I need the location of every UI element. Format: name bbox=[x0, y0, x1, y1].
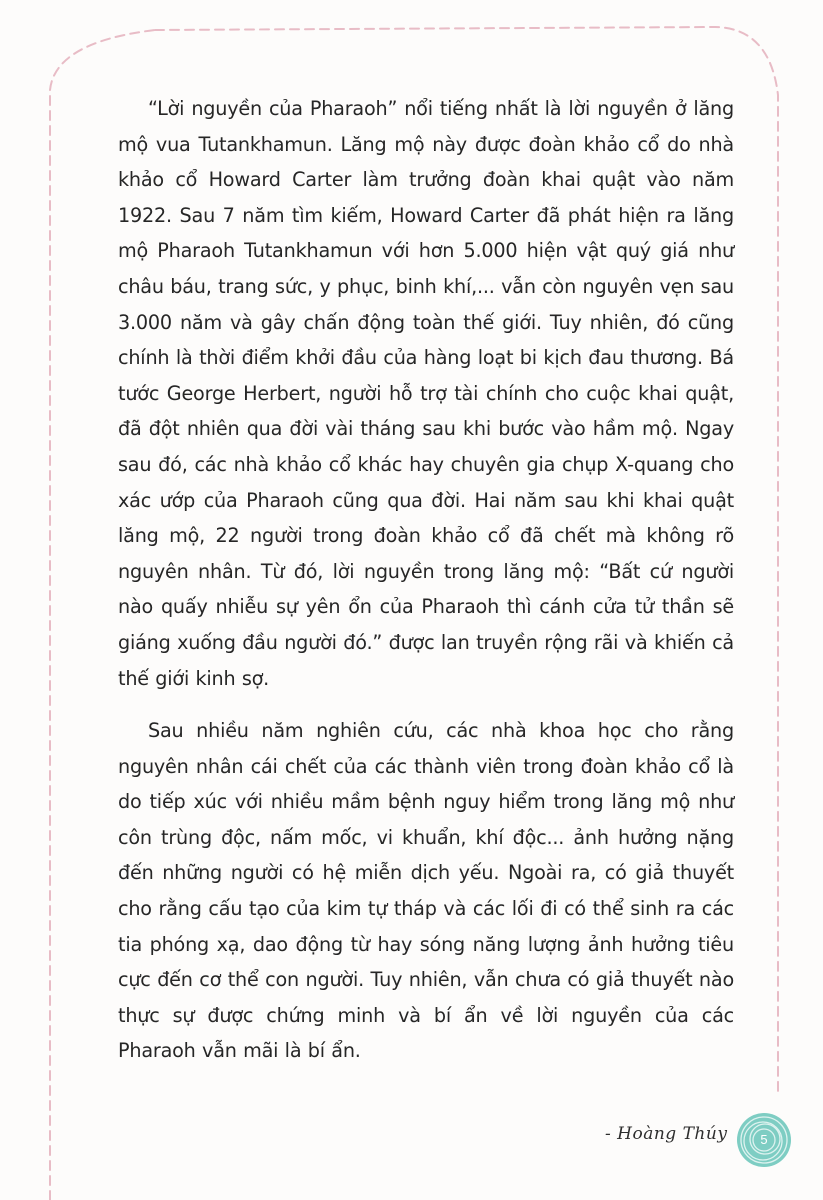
page-number-badge bbox=[736, 1112, 792, 1168]
author-signature: - Hoàng Thúy bbox=[605, 1124, 728, 1144]
paragraph-1: “Lời nguyền của Pharaoh” nổi tiếng nhất là lời nguyền ở lăng mộ vua Tutankhamun. Lăng mộ này được đoàn khảo cổ do nhà khảo cổ Howard Carter làm trưởng đoàn khai quật vào năm 1922. Sau 7 năm tìm kiếm, Howard Carter đã phát hiện ra lăng mộ Pharaoh Tutankhamun với hơn 5.000 hiện vật quý giá như châu báu, trang sức, y phục, binh khí,... vẫn còn nguyên vẹn sau 3.000 năm và gây chấn động toàn thế giới. Tuy nhiên, đó cũng chính là thời điểm khởi đầu của hàng loạt bi kịch đau thương. Bá tước George Herbert, người hỗ trợ tài chính cho cuộc khai quật, đã đột nhiên qua đời vài tháng sau khi bước vào hầm mộ. Ngay sau đó, các nhà khảo cổ khác hay chuyên gia chụp X-quang cho xác ướp của Pharaoh cũng qua đời. Hai năm sau khi khai quật lăng mộ, 22 người trong đoàn khảo cổ đã chết mà không rõ nguyên nhân. Từ đó, lời nguyền trong lăng mộ: “Bất cứ người nào quấy nhiễu sự yên ổn của Pharaoh thì cánh cửa tử thần sẽ giáng xuống đầu người đó.” được lan truyền rộng rãi và khiến cả thế giới kinh sợ. bbox=[118, 97, 734, 690]
article-body bbox=[118, 91, 734, 1069]
page-number: 5 bbox=[760, 1132, 768, 1147]
paragraph-2: Sau nhiều năm nghiên cứu, các nhà khoa học cho rằng nguyên nhân cái chết của các thành viên trong đoàn khảo cổ là do tiếp xúc với nhiều mầm bệnh nguy hiểm trong lăng mộ như côn trùng độc, nấm mốc, vi khuẩn, khí độc... ảnh hưởng nặng đến những người có hệ miễn dịch yếu. Ngoài ra, có giả thuyết cho rằng cấu tạo của kim tự tháp và các lối đi có thể sinh ra các tia phóng xạ, dao động từ hay sóng năng lượng ảnh hưởng tiêu cực đến cơ thể con người. Tuy nhiên, vẫn chưa có giả thuyết nào thực sự được chứng minh và bí ẩn về lời nguyền của các Pharaoh vẫn mãi là bí ẩn. bbox=[118, 719, 734, 1063]
